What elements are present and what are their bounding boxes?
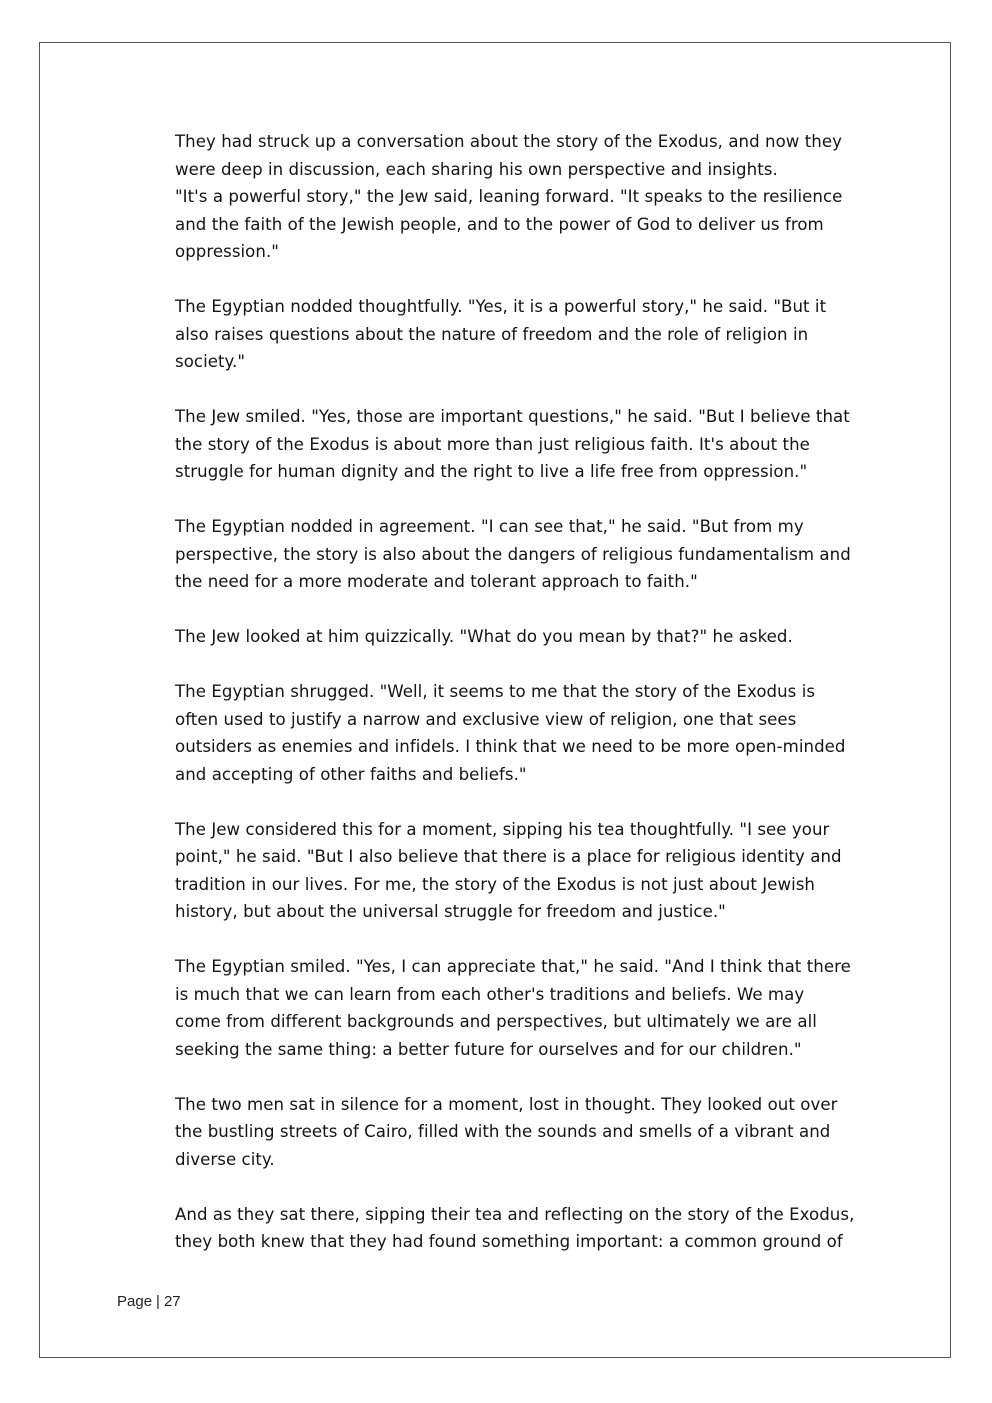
text-line: the need for a more moderate and tolerant approach to faith." <box>175 572 698 591</box>
text-line: perspective, the story is also about the dangers of religious fundamentalism and <box>175 544 851 564</box>
text-line: The Jew considered this for a moment, sipping his tea thoughtfully. "I see your <box>175 819 830 839</box>
text-line: They had struck up a conversation about the story of the Exodus, and now they <box>175 132 842 151</box>
text-line: oppression." <box>175 242 279 261</box>
page-number: 27 <box>163 1293 181 1310</box>
text-line: they both knew that they had found something important: a common ground of <box>175 1232 843 1251</box>
paragraph <box>175 1201 880 1256</box>
paragraph <box>175 623 880 651</box>
paragraph <box>175 678 880 788</box>
text-line: history, but about the universal struggle for freedom and justice." <box>175 902 726 921</box>
page-footer <box>117 1293 181 1310</box>
page-label: Page <box>117 1293 153 1310</box>
paragraph <box>175 128 880 266</box>
paragraph <box>175 1091 880 1174</box>
paragraph <box>175 513 880 596</box>
text-line: The Egyptian nodded in agreement. "I can see that," he said. "But from my <box>175 517 804 536</box>
paragraph <box>175 953 880 1063</box>
text-line: The Egyptian shrugged. "Well, it seems to me that the story of the Exodus is <box>175 682 816 701</box>
text-line: and accepting of other faiths and beliefs." <box>175 764 527 784</box>
text-line: The Jew looked at him quizzically. "What do you mean by that?" he asked. <box>175 627 793 646</box>
text-line: also raises questions about the nature of freedom and the role of religion in <box>175 324 809 344</box>
text-line: The Egyptian smiled. "Yes, I can appreciate that," he said. "And I think that there <box>175 957 851 976</box>
text-line: "It's a powerful story," the Jew said, leaning forward. "It speaks to the resilience <box>175 187 843 206</box>
text-line: outsiders as enemies and infidels. I think that we need to be more open-minded <box>175 737 846 756</box>
text-line: is much that we can learn from each other's traditions and beliefs. We may <box>175 984 805 1004</box>
text-line: often used to justify a narrow and exclusive view of religion, one that sees <box>175 709 797 729</box>
text-line: were deep in discussion, each sharing his own perspective and insights. <box>175 159 778 179</box>
text-line: struggle for human dignity and the right to live a life free from oppression." <box>175 462 808 481</box>
text-line: The two men sat in silence for a moment, lost in thought. They looked out over <box>175 1094 838 1114</box>
text-line: tradition in our lives. For me, the story of the Exodus is not just about Jewish <box>175 874 815 894</box>
text-line: the story of the Exodus is about more than just religious faith. It's about the <box>175 434 810 454</box>
text-line: The Jew smiled. "Yes, those are important questions," he said. "But I believe that <box>175 407 850 426</box>
text-line: and the faith of the Jewish people, and to the power of God to deliver us from <box>175 214 824 234</box>
text-line: And as they sat there, sipping their tea and reflecting on the story of the Exodus, <box>175 1204 855 1224</box>
text-line: come from different backgrounds and perspectives, but ultimately we are all <box>175 1012 817 1031</box>
text-line: The Egyptian nodded thoughtfully. "Yes, it is a powerful story," he said. "But it <box>175 297 827 316</box>
paragraph <box>175 816 880 926</box>
text-line: diverse city. <box>175 1149 275 1169</box>
text-line: the bustling streets of Cairo, filled with the sounds and smells of a vibrant and <box>175 1122 831 1141</box>
body-text <box>175 128 880 1283</box>
text-line: society." <box>175 352 246 371</box>
text-line: point," he said. "But I also believe that there is a place for religious identity and <box>175 847 842 866</box>
paragraph <box>175 403 880 486</box>
page-separator: | <box>156 1293 160 1310</box>
text-line: seeking the same thing: a better future for ourselves and for our children." <box>175 1039 802 1059</box>
paragraph <box>175 293 880 376</box>
